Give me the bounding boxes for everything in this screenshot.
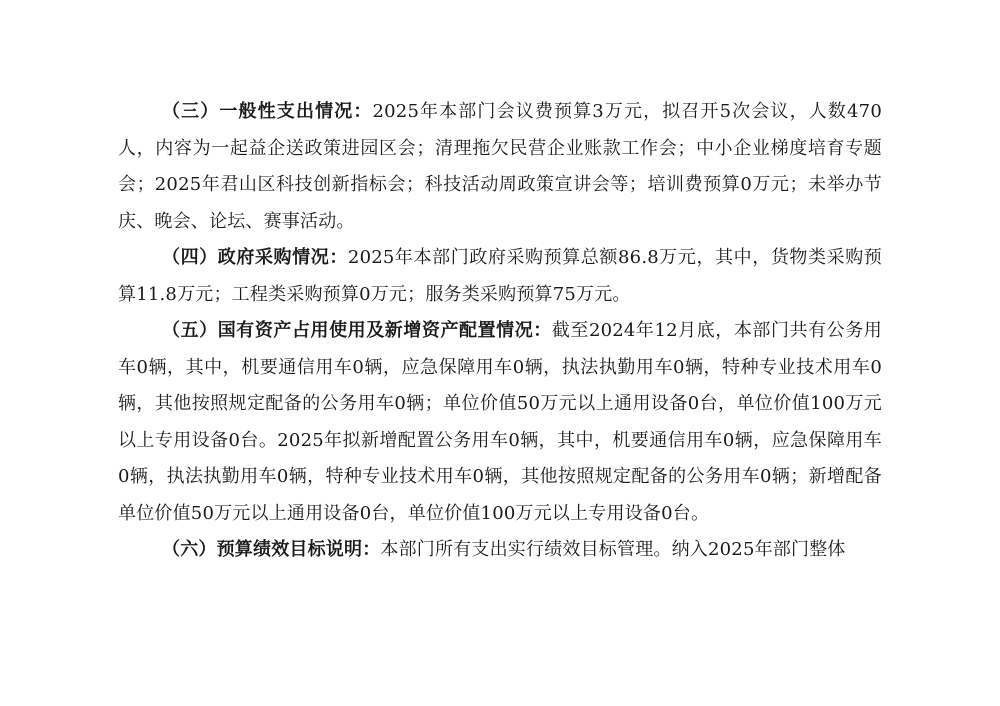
- document-page: [118, 94, 882, 569]
- paragraph-body: 本部门所有支出实行绩效目标管理。纳入2025年部门整体: [380, 539, 846, 560]
- paragraph-heading: （三）一般性支出情况：: [162, 101, 373, 122]
- paragraph-body: 2025年本部门政府采购预算总额86.8万元，其中，货物类采购预算11.8万元；工程类采购预算0万元；服务类采购预算75万元。: [118, 247, 882, 305]
- paragraph-heading: （五）国有资产占用使用及新增资产配置情况：: [162, 320, 552, 341]
- paragraph-heading: （四）政府采购情况：: [162, 247, 348, 268]
- paragraph-state-assets: [118, 313, 882, 532]
- paragraph-government-procurement: [118, 240, 882, 313]
- paragraph-general-expenditure: [118, 94, 882, 240]
- paragraph-heading: （六）预算绩效目标说明：: [162, 539, 381, 560]
- paragraph-body: 截至2024年12月底，本部门共有公务用车0辆，其中，机要通信用车0辆，应急保障用车0辆，执法执勤用车0辆，特种专业技术用车0辆，其他按照规定配备的公务用车0辆；单位价值50万元以上通用设备0台，单位价值100万元以上专用设备0台。2025年拟新增配置公务用车0辆，其中，机要通信用车0辆，应急保障用车0辆，执法执勤用车0辆，特种专业技术用车0辆，其他按照规定配备的公务用车0辆；新增配备单位价值50万元以上通用设备0台，单位价值100万元以上专用设备0台。: [118, 320, 882, 524]
- paragraph-performance-goals: [118, 532, 882, 569]
- paragraph-body: 2025年本部门会议费预算3万元，拟召开5次会议，人数470人，内容为一起益企送政策进园区会；清理拖欠民营企业账款工作会；中小企业梯度培育专题会；2025年君山区科技创新指标会；科技活动周政策宣讲会等；培训费预算0万元；未举办节庆、晚会、论坛、赛事活动。: [118, 101, 882, 232]
